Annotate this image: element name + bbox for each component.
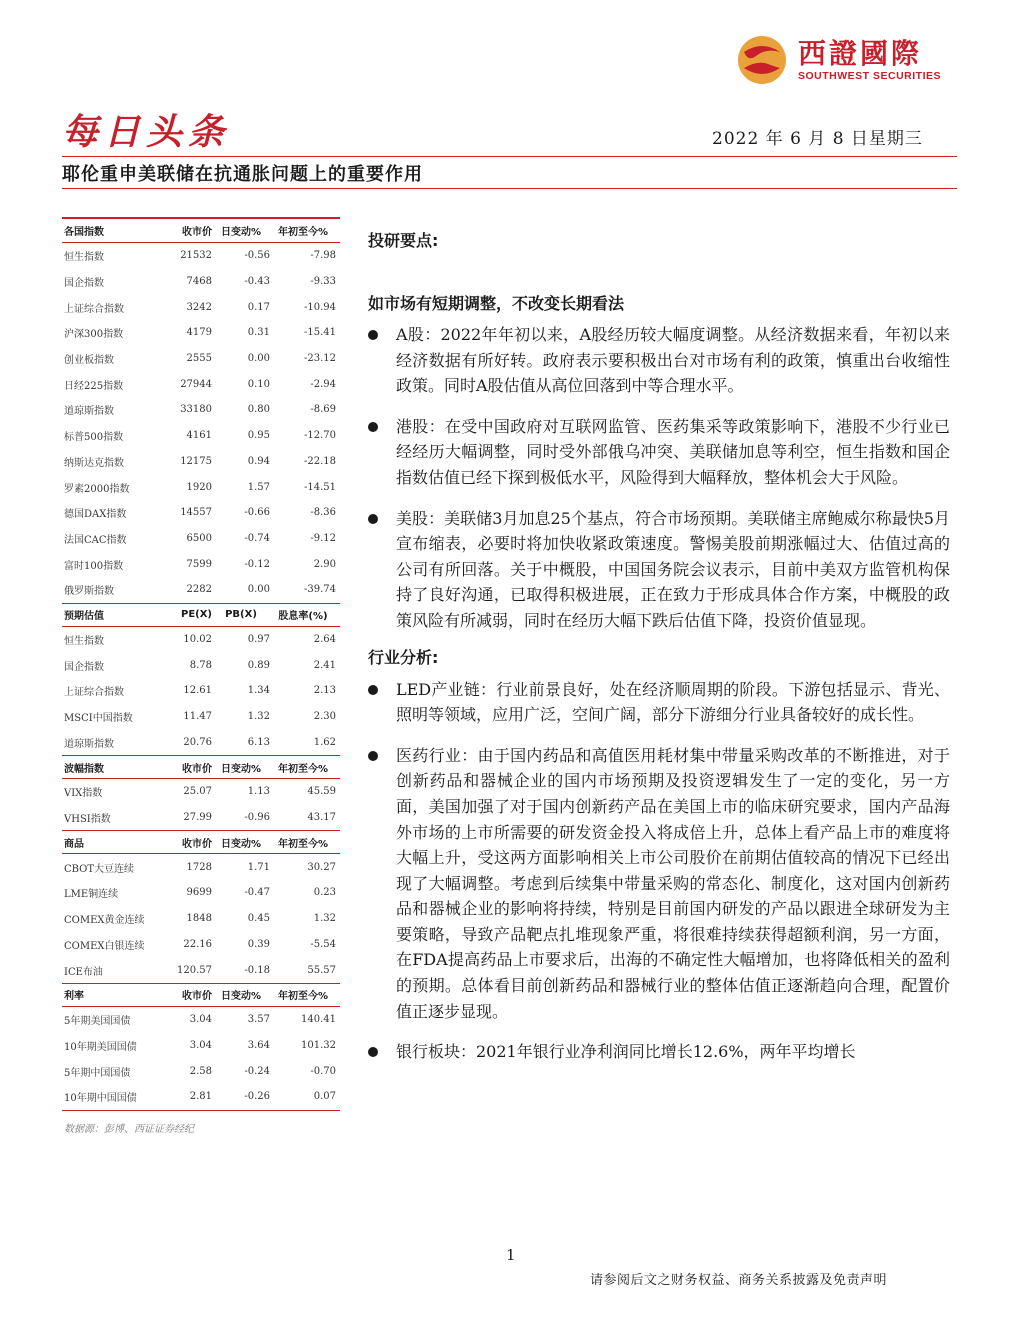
table-group-header	[62, 755, 340, 779]
table-cell: 101.32	[301, 1039, 336, 1051]
bullet-dot-icon	[368, 1047, 378, 1057]
table-cell: 道琼斯指数	[64, 738, 114, 750]
table-cell: 3.57	[247, 1014, 270, 1026]
table-row	[62, 932, 340, 958]
table-cell: 国企指数	[64, 278, 104, 290]
table-cell: -10.94	[303, 301, 336, 313]
data-source: 数据源：彭博、西证证券经纪	[64, 1124, 194, 1135]
table-cell: 12.61	[183, 685, 212, 697]
table-cell: 俄罗斯指数	[64, 586, 114, 598]
table-cell: 2.58	[189, 1065, 212, 1077]
table-row	[62, 652, 340, 678]
key-points-title: 投研要点:	[368, 231, 439, 250]
table-cell: -0.47	[244, 887, 270, 899]
table-cell: 12175	[180, 455, 212, 467]
market-table	[62, 217, 340, 1111]
table-row	[62, 1058, 340, 1084]
table-cell: 140.41	[301, 1014, 336, 1026]
table-row	[62, 526, 340, 552]
table-cell: 3.04	[189, 1039, 212, 1051]
table-row	[62, 269, 340, 295]
table-row	[62, 577, 340, 603]
table-cell: 27.99	[183, 812, 212, 824]
table-cell: 10.02	[183, 633, 212, 645]
table-cell: 2282	[186, 584, 212, 596]
table-cell: 0.97	[247, 633, 270, 645]
table-cell: 0.80	[247, 404, 270, 416]
table-row	[62, 371, 340, 397]
table-cell: 33180	[180, 404, 212, 416]
table-cell: 120.57	[177, 964, 212, 976]
bullet-text: LED产业链：行业前景良好，处在经济顺周期的阶段。下游包括显示、背光、照明等领域，应用广泛，空间广阔，部分下游细分行业具备较好的成长性。	[396, 679, 950, 725]
table-cell: 1.62	[313, 736, 336, 748]
table-cell: ICE布油	[64, 966, 103, 978]
table-row	[62, 779, 340, 805]
column-header: 年初至今%	[277, 838, 329, 850]
table-group-header	[62, 219, 340, 243]
table-cell: -15.41	[303, 327, 336, 339]
table-row	[62, 294, 340, 320]
bullet-text: 医药行业：由于国内药品和高值医用耗材集中带量采购改革的不断推进，对于创新药品和器械企业的国内市场预期及投资逻辑发生了一定的变化，另一方面，美国加强了对于国内创新药产品在美国上市的临床研究要求，国内产品海外市场的上市所需要的研发资金投入将成倍上升，总体上看产品上市的难度将大幅上升，受这两方面影响相关上市公司股价在前期估值较高的情况下已经出现了大幅调整。考虑到后续集中带量采购的常态化、制度化，这对国内创新药品和器械企业的影响将持续，特别是目前国内研发的产品以跟进全球研发为主要策略，导致产品靶点扎堆现象严重，将很难持续获得超额利润，另一方面，在FDA提高药品上市要求后，出海的不确定性大幅增加，也将降低相关的盈利的预期。总体看目前创新药品和器械行业的整体估值正逐渐趋向合理，配置价值正逐步显现。	[396, 745, 950, 1021]
table-cell: 0.07	[313, 1091, 336, 1103]
column-header: 收市价	[182, 991, 212, 1003]
table-cell: 22.16	[183, 938, 212, 950]
table-row	[62, 704, 340, 730]
table-cell: 3242	[186, 301, 212, 313]
column-header: 利率	[64, 991, 84, 1003]
table-cell: 0.89	[247, 659, 270, 671]
table-cell: 0.95	[247, 430, 270, 442]
table-cell: 恒生指数	[64, 252, 104, 264]
table-cell: -0.96	[244, 812, 270, 824]
column-header: 预期估值	[64, 611, 104, 623]
table-cell: 2.30	[313, 711, 336, 723]
table-row	[62, 551, 340, 577]
table-cell: 7468	[186, 276, 212, 288]
table-group-header	[62, 983, 340, 1007]
table-cell: 上证综合指数	[64, 303, 124, 315]
bullet-item	[368, 414, 950, 491]
bullet-dot-icon	[368, 330, 378, 340]
column-header: 日变动%	[220, 763, 262, 775]
bullet-item	[368, 677, 950, 728]
headline-rule	[62, 188, 957, 189]
bullet-dot-icon	[368, 422, 378, 432]
table-cell: 2.90	[313, 558, 336, 570]
table-cell: 法国CAC指数	[64, 534, 127, 546]
table-row	[62, 1084, 340, 1110]
table-cell: 上证综合指数	[64, 687, 124, 699]
table-cell: -0.43	[244, 276, 270, 288]
table-row	[62, 500, 340, 526]
table-row	[62, 346, 340, 372]
column-header: PE(X)	[180, 609, 212, 621]
column-header: 年初至今%	[277, 763, 329, 775]
table-cell: 2.13	[313, 685, 336, 697]
table-cell: 0.10	[247, 378, 270, 390]
table-row	[62, 1033, 340, 1059]
table-cell: 1.71	[247, 861, 270, 873]
bullet-text: 港股：在受中国政府对互联网监管、医药集采等政策影响下，港股不少行业已经经历大幅调整，同时受外部俄乌冲突、美联储加息等利空，恒生指数和国企指数估值已经下探到极低水平，风险得到大幅释放，整体机会大于风险。	[396, 416, 950, 487]
report-headline: 耶伦重申美联储在抗通胀问题上的重要作用	[62, 164, 423, 185]
table-cell: 27944	[180, 378, 212, 390]
table-cell: 1728	[186, 861, 212, 873]
table-cell: 10年期中国国债	[64, 1093, 137, 1105]
bullet-item	[368, 743, 950, 1025]
table-row	[62, 243, 340, 269]
column-header: 收市价	[182, 763, 212, 775]
table-cell: -23.12	[303, 353, 336, 365]
table-cell: -39.74	[303, 584, 336, 596]
bullet-text: 银行板块：2021年银行业净利润同比增长12.6%，两年平均增长	[396, 1042, 856, 1062]
table-cell: 标普500指数	[64, 432, 124, 444]
table-cell: 3.04	[189, 1014, 212, 1026]
logo-en-text: SOUTHWEST SECURITIES	[798, 70, 942, 82]
column-header: PB(X)	[225, 609, 257, 621]
logo-mark-icon	[736, 34, 788, 86]
table-cell: 0.23	[313, 887, 336, 899]
table-cell: 30.27	[307, 861, 336, 873]
table-cell: 恒生指数	[64, 635, 104, 647]
company-logo	[736, 30, 976, 90]
table-cell: 6.13	[247, 736, 270, 748]
table-cell: -8.36	[310, 507, 336, 519]
table-cell: 1.57	[247, 481, 270, 493]
table-cell: -5.54	[310, 938, 336, 950]
table-row	[62, 320, 340, 346]
table-cell: 5年期中国国债	[64, 1067, 131, 1079]
industry-list	[368, 677, 950, 1065]
page-brand: 每日头条	[62, 112, 231, 153]
table-cell: 日经225指数	[64, 380, 124, 392]
table-group-header	[62, 603, 340, 627]
table-cell: VIX指数	[64, 788, 103, 800]
table-cell: 0.94	[247, 455, 270, 467]
table-row	[62, 854, 340, 880]
bullet-text: 美股：美联储3月加息25个基点，符合市场预期。美联储主席鲍威尔称最快5月宣布缩表，必要时将加快收紧政策速度。警惕美股前期涨幅过大、估值过高的公司有所回落。关于中概股，中国国务院会议表示，目前中美双方监管机构保持了良好沟通，已取得积极进展，正在致力于形成具体合作方案，中概股的政策风险有所减弱，同时在经历大幅下跌后估值下降，投资价值显现。	[396, 508, 950, 630]
table-cell: 45.59	[307, 786, 336, 798]
table-cell: 43.17	[307, 812, 336, 824]
table-cell: COMEX黄金连续	[64, 915, 145, 927]
table-cell: -2.94	[310, 378, 336, 390]
table-cell: 11.47	[183, 711, 212, 723]
table-cell: -0.26	[244, 1091, 270, 1103]
table-cell: 8.78	[189, 659, 212, 671]
table-cell: CBOT大豆连续	[64, 863, 135, 875]
table-cell: 14557	[180, 507, 212, 519]
table-cell: 道琼斯指数	[64, 406, 114, 418]
table-cell: 0.17	[247, 301, 270, 313]
column-header: 日变动%	[220, 227, 262, 238]
key-points-list	[368, 322, 950, 634]
table-cell: 德国DAX指数	[64, 509, 127, 521]
report-date: 2022 年 6 月 8 日星期三	[712, 129, 923, 149]
table-row	[62, 906, 340, 932]
column-header: 股息率(%)	[278, 611, 328, 623]
table-row	[62, 1007, 340, 1033]
table-row	[62, 957, 340, 983]
table-cell: 创业板指数	[64, 355, 114, 367]
table-cell: 21532	[180, 250, 212, 262]
table-cell: -0.24	[244, 1065, 270, 1077]
table-row	[62, 627, 340, 653]
bullet-dot-icon	[368, 751, 378, 761]
table-cell: 20.76	[183, 736, 212, 748]
page-number: 1	[506, 1246, 516, 1264]
table-cell: -7.98	[310, 250, 336, 262]
main-content	[368, 220, 950, 1080]
table-cell: COMEX白银连续	[64, 940, 145, 952]
bullet-item	[368, 1039, 950, 1065]
table-cell: MSCI中国指数	[64, 713, 133, 725]
table-cell: 0.00	[247, 353, 270, 365]
table-group-header	[62, 830, 340, 854]
table-cell: 1848	[186, 913, 212, 925]
bullet-dot-icon	[368, 514, 378, 524]
table-cell: 1.13	[247, 786, 270, 798]
table-row	[62, 678, 340, 704]
logo-cn-text: 西證國際	[798, 37, 923, 70]
table-cell: 0.39	[247, 938, 270, 950]
table-cell: 0.45	[247, 913, 270, 925]
table-cell: 4161	[186, 430, 212, 442]
table-row	[62, 397, 340, 423]
column-header: 年初至今%	[277, 991, 329, 1003]
industry-title: 行业分析:	[368, 647, 439, 667]
table-cell: 2.64	[313, 633, 336, 645]
table-cell: 0.31	[247, 327, 270, 339]
bullet-item	[368, 322, 950, 399]
table-cell: 5年期美国国债	[64, 1016, 131, 1028]
table-cell: 1.34	[247, 685, 270, 697]
table-cell: 9699	[186, 887, 212, 899]
table-cell: 0.00	[247, 584, 270, 596]
table-cell: -22.18	[303, 455, 336, 467]
table-cell: -0.12	[244, 558, 270, 570]
table-cell: 1.32	[247, 711, 270, 723]
bullet-dot-icon	[368, 685, 378, 695]
column-header: 日变动%	[220, 838, 262, 850]
bullet-item	[368, 506, 950, 634]
column-header: 收市价	[182, 227, 212, 238]
table-cell: -12.70	[303, 430, 336, 442]
table-cell: -9.33	[310, 276, 336, 288]
column-header: 商品	[64, 838, 84, 850]
table-cell: 55.57	[307, 964, 336, 976]
table-cell: 2.81	[189, 1091, 212, 1103]
table-cell: 1920	[186, 481, 212, 493]
table-cell: 2555	[186, 353, 212, 365]
table-bottom-rule	[62, 1110, 340, 1111]
table-cell: -0.56	[244, 250, 270, 262]
table-cell: -14.51	[303, 481, 336, 493]
column-header: 收市价	[182, 838, 212, 850]
table-row	[62, 805, 340, 831]
bullet-text: A股：2022年年初以来，A股经历较大幅度调整。从经济数据来看，年初以来经济数据有所好转。政府表示要积极出台对市场有利的政策，慎重出台收缩性政策。同时A股估值从高位回落到中等合理水平。	[396, 325, 950, 396]
table-row	[62, 880, 340, 906]
table-cell: -0.66	[244, 507, 270, 519]
table-cell: 6500	[186, 532, 212, 544]
table-cell: 10年期美国国债	[64, 1041, 137, 1053]
table-cell: 罗素2000指数	[64, 483, 130, 495]
section-subtitle: 如市场有短期调整，不改变长期看法	[368, 294, 625, 313]
table-cell: VHSI指数	[64, 814, 111, 826]
table-cell: 沪深300指数	[64, 329, 124, 341]
table-cell: 富时100指数	[64, 560, 124, 572]
table-cell: 纳斯达克指数	[64, 457, 124, 469]
table-cell: LME铜连续	[64, 889, 119, 901]
table-cell: -9.12	[310, 532, 336, 544]
table-row	[62, 474, 340, 500]
column-header: 年初至今%	[277, 227, 329, 238]
table-cell: -0.18	[244, 964, 270, 976]
table-cell: -0.70	[310, 1065, 336, 1077]
table-row	[62, 729, 340, 755]
disclaimer: 请参阅后文之财务权益、商务关系披露及免责声明	[590, 1273, 888, 1288]
table-cell: -0.74	[244, 532, 270, 544]
column-header: 各国指数	[64, 227, 104, 238]
table-row	[62, 449, 340, 475]
table-cell: 7599	[186, 558, 212, 570]
table-cell: 4179	[186, 327, 212, 339]
table-cell: -8.69	[310, 404, 336, 416]
table-cell: 2.41	[313, 659, 336, 671]
table-cell: 25.07	[183, 786, 212, 798]
header-rule	[62, 156, 957, 157]
table-cell: 国企指数	[64, 661, 104, 673]
table-row	[62, 423, 340, 449]
table-cell: 1.32	[313, 913, 336, 925]
table-cell: 3.64	[247, 1039, 270, 1051]
column-header: 波幅指数	[64, 763, 104, 775]
column-header: 日变动%	[220, 991, 262, 1003]
